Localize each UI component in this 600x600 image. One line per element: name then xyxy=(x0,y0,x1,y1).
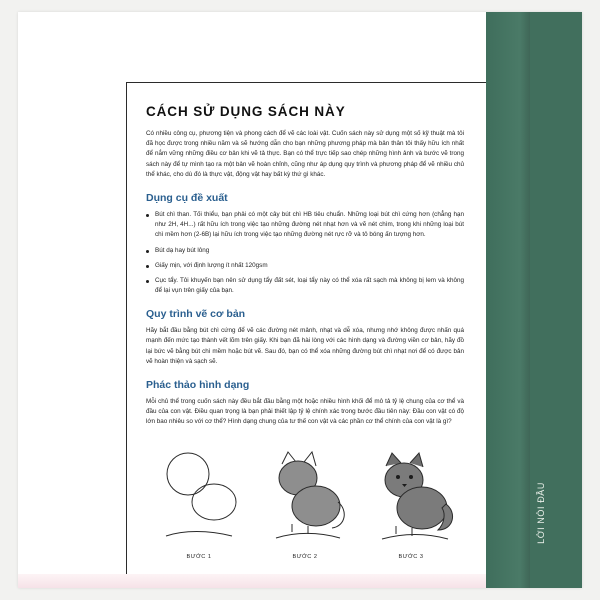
list-item: Bút dạ hay bút lông xyxy=(146,246,464,256)
chapter-tab-label: LỜI NÓI ĐẦU xyxy=(536,482,546,544)
cat-sketch-step-1-icon xyxy=(146,440,252,552)
sketch-paragraph: Mỗi chủ thể trong cuốn sách này đều bắt đầu bằng một hoặc nhiều hình khối để mô tả tỷ lệ chung của cơ thể và đầu của con vật. Điều quan trọng là bạn phải thiết lập tỷ lệ chính xác trong bước đầu tiên này: Đầu con vật có độ lớn bao nhiêu so với cơ thể? Hình dạng chung của tư thế con vật và các phần cơ thể chính của con vật là gì? xyxy=(146,398,464,426)
list-item: Cục tẩy. Tôi khuyến bạn nên sử dụng tẩy đất sét, loại tẩy này có thể xóa rất sạch mà không bị lem và không để lại vụn trên giấy của bạn. xyxy=(146,276,464,296)
figure-step-1 xyxy=(146,440,252,562)
left-rule-divider xyxy=(126,82,127,574)
list-item: Giấy mịn, với định lượng ít nhất 120gsm xyxy=(146,261,464,271)
book-edge-band xyxy=(486,12,582,588)
tools-bullet-list xyxy=(146,210,464,296)
cat-sketch-step-2-icon xyxy=(252,440,358,552)
page-title: CÁCH SỬ DỤNG SÁCH NÀY xyxy=(146,104,346,119)
section-heading-process: Quy trình vẽ cơ bản xyxy=(146,308,246,321)
band-shadow xyxy=(520,12,530,588)
paper-bottom-edge xyxy=(18,574,530,588)
process-paragraph: Hãy bắt đầu bằng bút chì cứng để vẽ các đường nét mảnh, nhạt và dễ xóa, nhưng nhớ không được nhấn quá mạnh đến mức tạo thành vết lõm trên giấy. Khi bạn đã hài lòng với các hình dạng và đường viền cơ bản, hãy đồ lại bức vẽ bằng bút chì mềm hoặc bút vẽ. Sau đó, bạn có thể xóa những đường bút chì nhạt nơi để có được bản vẽ hoàn thiện và sạch sẽ. xyxy=(146,327,464,365)
intro-paragraph: Có nhiều công cụ, phương tiện và phong cách để vẽ các loài vật. Cuốn sách này sử dụng một số kỹ thuật mà tôi đã học được trong nhiều năm và sẽ hướng dẫn cho bạn những phương pháp mà bản thân tôi thấy hữu ích nhất để nắm vững những điều cơ bản khi vẽ tả thực. Bạn có thể trực tiếp sao chép những hình ảnh và bước vẽ trong sách này để tự mình tạo ra một bản vẽ hoàn chỉnh, cũng như áp dụng quy trình và phương pháp để vẽ nhiều chủ thể khác, cho dù đó là thực vật, động vật hay bất kỳ thứ gì khác. xyxy=(146,130,464,178)
figure-caption: BƯỚC 2 xyxy=(292,554,318,560)
figure-step-2 xyxy=(252,440,358,562)
page-content-area xyxy=(18,12,530,588)
figure-step-3 xyxy=(358,440,464,562)
list-item: Bút chì than. Tối thiểu, bạn phải có một cây bút chì HB tiêu chuẩn. Những loại bút chì cứng hơn (chẳng hạn như 2H, 4H...) rất hữu ích trong việc tạo những đường nét nhạt hơn và vẽ nét chìm, trong khi những loại bút chì mềm hơn (2-6B) lại hữu ích trong việc tạo những đường nét rực rỡ và tô bóng ấn tượng hơn. xyxy=(146,210,464,241)
text-block xyxy=(146,104,464,434)
figure-row xyxy=(146,440,464,562)
figure-caption: BƯỚC 3 xyxy=(398,554,424,560)
section-heading-tools: Dụng cụ đề xuất xyxy=(146,191,228,204)
figure-caption: BƯỚC 1 xyxy=(186,554,212,560)
cat-sketch-step-3-icon xyxy=(358,440,464,552)
book-sheet xyxy=(18,12,582,588)
top-rule-divider xyxy=(126,82,526,83)
section-heading-sketch: Phác thảo hình dạng xyxy=(146,379,250,391)
